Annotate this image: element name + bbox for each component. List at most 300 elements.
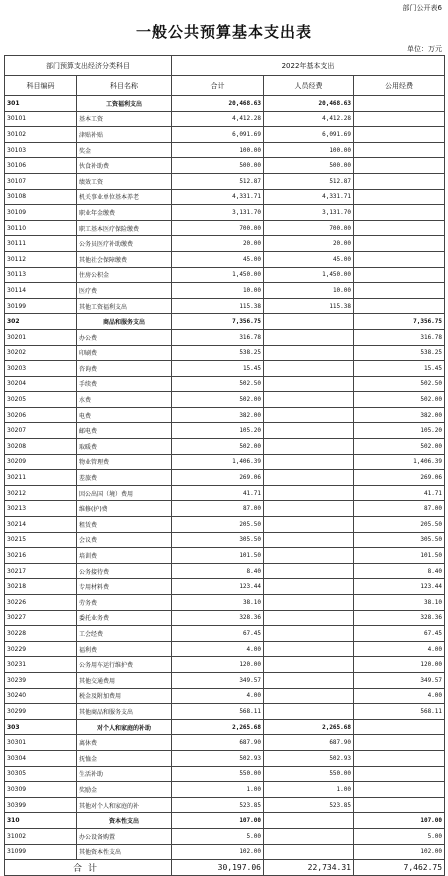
- row-total: 38.10: [172, 595, 264, 611]
- row-public: [354, 158, 445, 174]
- row-public: 4.00: [354, 688, 445, 704]
- row-total: 687.90: [172, 735, 264, 751]
- row-name: 其他社会保障缴费: [77, 251, 172, 267]
- row-code: 30101: [5, 111, 77, 127]
- row-code: 30102: [5, 127, 77, 143]
- row-total: 349.57: [172, 672, 264, 688]
- row-code: 301: [5, 96, 77, 112]
- row-personnel: [264, 439, 354, 455]
- row-personnel: [264, 641, 354, 657]
- table-row: [5, 828, 445, 844]
- table-row: [5, 548, 445, 564]
- row-total: 700.00: [172, 220, 264, 236]
- row-personnel: [264, 657, 354, 673]
- row-public: [354, 797, 445, 813]
- row-code: 30207: [5, 423, 77, 439]
- row-total: 4.00: [172, 641, 264, 657]
- row-total: 316.78: [172, 329, 264, 345]
- row-personnel: 100.00: [264, 142, 354, 158]
- total-sum: 30,197.06: [172, 860, 264, 876]
- table-row: [5, 376, 445, 392]
- table-row: [5, 782, 445, 798]
- row-total: 502.50: [172, 376, 264, 392]
- row-name: 住房公积金: [77, 267, 172, 283]
- row-code: 30208: [5, 439, 77, 455]
- table-row: [5, 267, 445, 283]
- row-name: 专用材料费: [77, 579, 172, 595]
- row-code: 30239: [5, 672, 77, 688]
- page-title: 一般公共预算基本支出表: [135, 23, 312, 41]
- row-total: 87.00: [172, 501, 264, 517]
- row-total: 8.40: [172, 563, 264, 579]
- row-code: 30206: [5, 407, 77, 423]
- row-total: 123.44: [172, 579, 264, 595]
- row-name: 对个人和家庭的补助: [77, 719, 172, 735]
- row-public: 87.00: [354, 501, 445, 517]
- table-group-row: [5, 719, 445, 735]
- row-name: 职工基本医疗保险缴费: [77, 220, 172, 236]
- table-row: [5, 672, 445, 688]
- row-code: 30199: [5, 298, 77, 314]
- row-personnel: [264, 361, 354, 377]
- row-total: 502.93: [172, 750, 264, 766]
- row-personnel: 687.90: [264, 735, 354, 751]
- row-total: 568.11: [172, 704, 264, 720]
- row-code: 30107: [5, 173, 77, 189]
- row-personnel: 550.00: [264, 766, 354, 782]
- row-name: 生活补助: [77, 766, 172, 782]
- table-row: [5, 766, 445, 782]
- table-row: [5, 205, 445, 221]
- row-name: 税金及附加费用: [77, 688, 172, 704]
- row-public: [354, 750, 445, 766]
- row-name: 其他商品和服务支出: [77, 704, 172, 720]
- row-personnel: [264, 517, 354, 533]
- row-personnel: [264, 548, 354, 564]
- table-row: [5, 329, 445, 345]
- table-group-row: [5, 813, 445, 829]
- row-personnel: [264, 392, 354, 408]
- row-code: 30215: [5, 532, 77, 548]
- row-total: 7,356.75: [172, 314, 264, 330]
- row-personnel: 115.38: [264, 298, 354, 314]
- row-code: 30109: [5, 205, 77, 221]
- row-public: [354, 251, 445, 267]
- row-public: [354, 766, 445, 782]
- row-name: 咨询费: [77, 361, 172, 377]
- row-total: 20,468.63: [172, 96, 264, 112]
- table-row: [5, 361, 445, 377]
- table-row: [5, 750, 445, 766]
- row-code: 30213: [5, 501, 77, 517]
- row-name: 印刷费: [77, 345, 172, 361]
- row-public: 328.36: [354, 610, 445, 626]
- row-name: 物业管理费: [77, 454, 172, 470]
- table-row: [5, 111, 445, 127]
- column-header-personnel: 人员经费: [264, 76, 354, 96]
- row-code: 31002: [5, 828, 77, 844]
- total-personnel: 22,734.31: [264, 860, 354, 876]
- row-total: 105.20: [172, 423, 264, 439]
- table-row: [5, 283, 445, 299]
- row-personnel: 502.93: [264, 750, 354, 766]
- row-public: 105.20: [354, 423, 445, 439]
- row-public: 502.00: [354, 439, 445, 455]
- row-personnel: [264, 345, 354, 361]
- table-row: [5, 173, 445, 189]
- row-personnel: 10.00: [264, 283, 354, 299]
- row-personnel: 512.87: [264, 173, 354, 189]
- row-name: 奖励金: [77, 782, 172, 798]
- column-header-code: 科目编码: [5, 76, 77, 96]
- column-header-total: 合计: [172, 76, 264, 96]
- row-name: 邮电费: [77, 423, 172, 439]
- row-code: 30218: [5, 579, 77, 595]
- row-public: 538.25: [354, 345, 445, 361]
- row-code: 30399: [5, 797, 77, 813]
- row-personnel: 523.85: [264, 797, 354, 813]
- row-name: 委托业务费: [77, 610, 172, 626]
- row-personnel: [264, 813, 354, 829]
- table-row: [5, 439, 445, 455]
- row-public: 120.00: [354, 657, 445, 673]
- row-public: 205.50: [354, 517, 445, 533]
- total-public: 7,462.75: [354, 860, 445, 876]
- table-total-row: [5, 860, 445, 876]
- row-personnel: [264, 423, 354, 439]
- table-row: [5, 844, 445, 860]
- table-row: [5, 407, 445, 423]
- row-public: [354, 220, 445, 236]
- row-public: 5.00: [354, 828, 445, 844]
- table-number-tag: 部门公开表6: [402, 4, 442, 12]
- row-total: 523.85: [172, 797, 264, 813]
- row-code: 30113: [5, 267, 77, 283]
- row-personnel: [264, 532, 354, 548]
- row-code: 30203: [5, 361, 77, 377]
- row-personnel: [264, 610, 354, 626]
- row-code: 30111: [5, 236, 77, 252]
- row-code: 303: [5, 719, 77, 735]
- row-public: [354, 267, 445, 283]
- table-row: [5, 501, 445, 517]
- row-name: 工资福利支出: [77, 96, 172, 112]
- row-total: 4,412.28: [172, 111, 264, 127]
- row-public: [354, 173, 445, 189]
- row-personnel: 2,265.68: [264, 719, 354, 735]
- row-public: [354, 298, 445, 314]
- row-code: 30114: [5, 283, 77, 299]
- row-name: 福利费: [77, 641, 172, 657]
- group-header-classification: 部门预算支出经济分类科目: [5, 56, 172, 76]
- row-public: 101.50: [354, 548, 445, 564]
- table-row: [5, 641, 445, 657]
- row-total: 100.00: [172, 142, 264, 158]
- row-personnel: [264, 454, 354, 470]
- row-total: 1.00: [172, 782, 264, 798]
- row-name: 取暖费: [77, 439, 172, 455]
- row-name: 维修(护)费: [77, 501, 172, 517]
- row-name: 手续费: [77, 376, 172, 392]
- table-row: [5, 704, 445, 720]
- row-public: 41.71: [354, 485, 445, 501]
- row-name: 劳务费: [77, 595, 172, 611]
- row-total: 502.00: [172, 392, 264, 408]
- row-name: 津贴补贴: [77, 127, 172, 143]
- row-personnel: 4,412.28: [264, 111, 354, 127]
- row-public: 502.00: [354, 392, 445, 408]
- column-header-name: 科目名称: [77, 76, 172, 96]
- row-public: 1,406.39: [354, 454, 445, 470]
- row-public: 305.50: [354, 532, 445, 548]
- unit-label: 单位：万元: [407, 45, 442, 53]
- row-total: 550.00: [172, 766, 264, 782]
- row-name: 机关事业单位基本养老: [77, 189, 172, 205]
- row-name: 办公费: [77, 329, 172, 345]
- row-name: 公务员医疗补助缴费: [77, 236, 172, 252]
- row-public: 4.00: [354, 641, 445, 657]
- table-column-header-row: [5, 76, 445, 96]
- table-row: [5, 735, 445, 751]
- row-public: [354, 236, 445, 252]
- row-name: 医疗费: [77, 283, 172, 299]
- row-public: [354, 719, 445, 735]
- row-code: 30108: [5, 189, 77, 205]
- row-public: 269.06: [354, 470, 445, 486]
- row-total: 4,331.71: [172, 189, 264, 205]
- row-personnel: [264, 563, 354, 579]
- row-total: 538.25: [172, 345, 264, 361]
- row-code: 30211: [5, 470, 77, 486]
- table-row: [5, 392, 445, 408]
- row-total: 3,131.70: [172, 205, 264, 221]
- row-code: 30212: [5, 485, 77, 501]
- row-personnel: [264, 485, 354, 501]
- row-public: 502.50: [354, 376, 445, 392]
- row-public: [354, 283, 445, 299]
- row-total: 1,406.39: [172, 454, 264, 470]
- row-name: 伙食补助费: [77, 158, 172, 174]
- row-personnel: [264, 579, 354, 595]
- row-personnel: 1,450.00: [264, 267, 354, 283]
- row-name: 公务用车运行维护费: [77, 657, 172, 673]
- row-personnel: [264, 314, 354, 330]
- row-total: 107.00: [172, 813, 264, 829]
- table-row: [5, 142, 445, 158]
- row-name: 其他交通费用: [77, 672, 172, 688]
- row-public: 102.00: [354, 844, 445, 860]
- row-total: 205.50: [172, 517, 264, 533]
- row-code: 30301: [5, 735, 77, 751]
- row-personnel: 500.00: [264, 158, 354, 174]
- table-row: [5, 610, 445, 626]
- row-total: 101.50: [172, 548, 264, 564]
- row-code: 30309: [5, 782, 77, 798]
- row-name: 商品和服务支出: [77, 314, 172, 330]
- row-code: 30226: [5, 595, 77, 611]
- row-public: 38.10: [354, 595, 445, 611]
- table-row: [5, 345, 445, 361]
- row-code: 31099: [5, 844, 77, 860]
- row-public: [354, 127, 445, 143]
- row-total: 5.00: [172, 828, 264, 844]
- row-total: 15.45: [172, 361, 264, 377]
- row-total: 41.71: [172, 485, 264, 501]
- row-code: 30229: [5, 641, 77, 657]
- row-name: 会议费: [77, 532, 172, 548]
- row-public: [354, 96, 445, 112]
- row-code: 30110: [5, 220, 77, 236]
- row-personnel: 1.00: [264, 782, 354, 798]
- row-name: 资本性支出: [77, 813, 172, 829]
- row-name: 其他对个人和家庭的补: [77, 797, 172, 813]
- table-row: [5, 797, 445, 813]
- row-name: 办公设备购置: [77, 828, 172, 844]
- row-code: 30216: [5, 548, 77, 564]
- row-personnel: [264, 672, 354, 688]
- table-row: [5, 158, 445, 174]
- table-group-row: [5, 314, 445, 330]
- row-public: [354, 735, 445, 751]
- row-total: 120.00: [172, 657, 264, 673]
- row-code: 30304: [5, 750, 77, 766]
- row-code: 30209: [5, 454, 77, 470]
- row-total: 328.36: [172, 610, 264, 626]
- row-personnel: [264, 470, 354, 486]
- row-personnel: [264, 688, 354, 704]
- row-personnel: [264, 844, 354, 860]
- row-public: [354, 142, 445, 158]
- row-code: 30228: [5, 626, 77, 642]
- row-name: 差旅费: [77, 470, 172, 486]
- row-personnel: 45.00: [264, 251, 354, 267]
- row-total: 500.00: [172, 158, 264, 174]
- row-personnel: [264, 595, 354, 611]
- row-public: 123.44: [354, 579, 445, 595]
- row-total: 305.50: [172, 532, 264, 548]
- row-code: 30204: [5, 376, 77, 392]
- table-row: [5, 236, 445, 252]
- row-total: 1,450.00: [172, 267, 264, 283]
- row-name: 其他资本性支出: [77, 844, 172, 860]
- row-total: 502.00: [172, 439, 264, 455]
- row-total: 382.00: [172, 407, 264, 423]
- row-total: 115.38: [172, 298, 264, 314]
- table-row: [5, 298, 445, 314]
- row-public: 316.78: [354, 329, 445, 345]
- row-code: 30205: [5, 392, 77, 408]
- row-personnel: [264, 407, 354, 423]
- table-group-header-row: [5, 56, 445, 76]
- row-code: 30305: [5, 766, 77, 782]
- group-header-basic-expenditure: 2022年基本支出: [172, 56, 445, 76]
- table-row: [5, 626, 445, 642]
- row-name: 租赁费: [77, 517, 172, 533]
- table-row: [5, 454, 445, 470]
- row-public: 382.00: [354, 407, 445, 423]
- row-name: 绩效工资: [77, 173, 172, 189]
- row-personnel: 6,091.69: [264, 127, 354, 143]
- table-row: [5, 189, 445, 205]
- row-total: 45.00: [172, 251, 264, 267]
- table-row: [5, 563, 445, 579]
- table-row: [5, 657, 445, 673]
- row-personnel: [264, 828, 354, 844]
- row-name: 电费: [77, 407, 172, 423]
- row-name: 奖金: [77, 142, 172, 158]
- row-total: 10.00: [172, 283, 264, 299]
- row-personnel: [264, 704, 354, 720]
- row-personnel: 3,131.70: [264, 205, 354, 221]
- row-personnel: [264, 501, 354, 517]
- row-name: 离休费: [77, 735, 172, 751]
- row-total: 20.00: [172, 236, 264, 252]
- row-personnel: [264, 329, 354, 345]
- table-row: [5, 579, 445, 595]
- table-row: [5, 423, 445, 439]
- row-code: 30231: [5, 657, 77, 673]
- row-public: 8.40: [354, 563, 445, 579]
- row-code: 30217: [5, 563, 77, 579]
- row-total: 102.00: [172, 844, 264, 860]
- row-code: 30227: [5, 610, 77, 626]
- row-public: 7,356.75: [354, 314, 445, 330]
- table-row: [5, 688, 445, 704]
- row-total: 269.06: [172, 470, 264, 486]
- row-public: 15.45: [354, 361, 445, 377]
- row-personnel: 20,468.63: [264, 96, 354, 112]
- row-public: 349.57: [354, 672, 445, 688]
- row-name: 其他工资福利支出: [77, 298, 172, 314]
- table-row: [5, 251, 445, 267]
- row-name: 工会经费: [77, 626, 172, 642]
- row-public: [354, 111, 445, 127]
- table-row: [5, 517, 445, 533]
- row-name: 水费: [77, 392, 172, 408]
- row-code: 30112: [5, 251, 77, 267]
- row-personnel: [264, 626, 354, 642]
- expenditure-table: [4, 55, 445, 876]
- table-row: [5, 532, 445, 548]
- row-code: 302: [5, 314, 77, 330]
- table-row: [5, 595, 445, 611]
- row-personnel: 20.00: [264, 236, 354, 252]
- row-public: [354, 782, 445, 798]
- row-public: 67.45: [354, 626, 445, 642]
- row-name: 公务接待费: [77, 563, 172, 579]
- row-personnel: 4,331.71: [264, 189, 354, 205]
- row-total: 512.87: [172, 173, 264, 189]
- row-code: 310: [5, 813, 77, 829]
- column-header-public: 公用经费: [354, 76, 445, 96]
- row-name: 基本工资: [77, 111, 172, 127]
- total-label: 合计: [5, 860, 172, 876]
- row-code: 30240: [5, 688, 77, 704]
- table-group-row: [5, 96, 445, 112]
- row-total: 6,091.69: [172, 127, 264, 143]
- row-personnel: [264, 376, 354, 392]
- row-name: 培训费: [77, 548, 172, 564]
- row-code: 30214: [5, 517, 77, 533]
- row-code: 30106: [5, 158, 77, 174]
- row-public: 107.00: [354, 813, 445, 829]
- row-public: [354, 189, 445, 205]
- row-code: 30299: [5, 704, 77, 720]
- row-name: 因公出国（境）费用: [77, 485, 172, 501]
- row-code: 30201: [5, 329, 77, 345]
- table-row: [5, 485, 445, 501]
- row-name: 抚恤金: [77, 750, 172, 766]
